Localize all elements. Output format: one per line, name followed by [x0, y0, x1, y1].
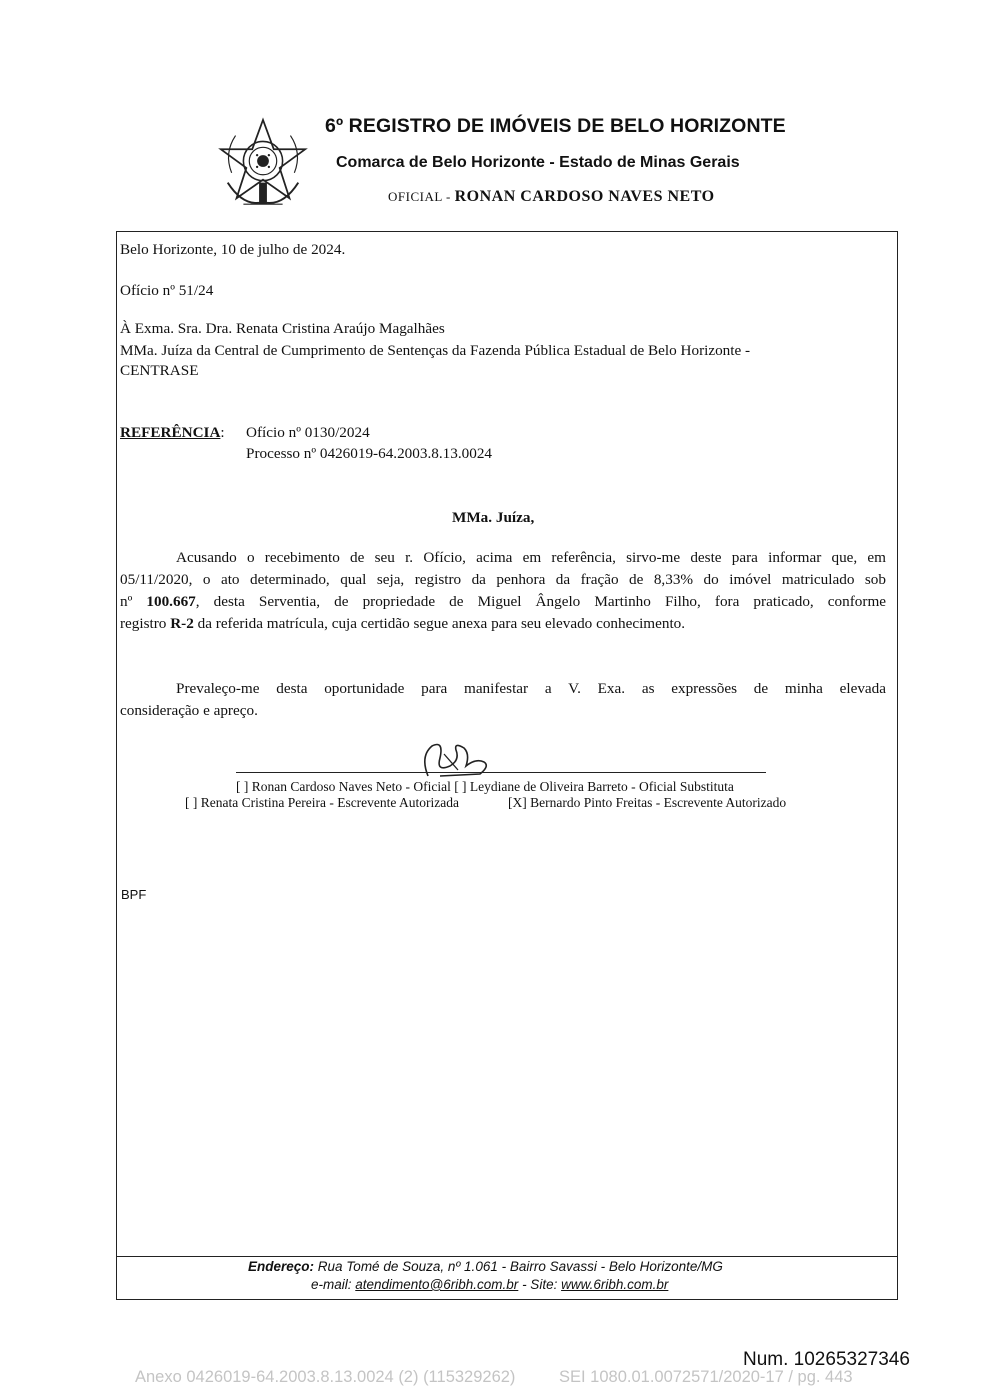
official-label: OFICIAL -	[388, 189, 455, 204]
body1-line1: Acusando o recebimento de seu r. Ofício, acima em referência, sirvo-me deste para informar que, em	[176, 549, 886, 566]
body1-line4-post: da referida matrícula, cuja certidão segue anexa para seu elevado conhecimento.	[193, 615, 686, 632]
reference-heading	[120, 424, 225, 442]
footer-divider	[116, 1256, 898, 1257]
body-paragraph-2	[120, 678, 886, 722]
body1-line3	[120, 591, 886, 613]
sei-watermark: SEI 1080.01.0072571/2020-17 / pg. 443	[559, 1368, 853, 1386]
anexo-watermark: Anexo 0426019-64.2003.8.13.0024 (2) (115329262)	[135, 1368, 516, 1386]
letter-frame	[116, 231, 898, 1300]
signatory-row-1: [ ] Ronan Cardoso Naves Neto - Oficial [ ] Leydiane de Oliveira Barreto - Oficial Substituta	[236, 779, 734, 794]
registry-subtitle: Comarca de Belo Horizonte - Estado de Minas Gerais	[336, 154, 740, 171]
recipient-name: À Exma. Sra. Dra. Renata Cristina Araújo Magalhães	[120, 320, 445, 337]
registry-title: 6º REGISTRO DE IMÓVEIS DE BELO HORIZONTE	[325, 115, 786, 137]
oficio-number: Ofício nº 51/24	[120, 282, 214, 299]
matricula-number: 100.667	[146, 593, 196, 610]
official-name: RONAN CARDOSO NAVES NETO	[454, 188, 715, 205]
handwritten-signature	[410, 736, 500, 784]
reference-processo: Processo nº 0426019-64.2003.8.13.0024	[246, 445, 493, 462]
email-label: e-mail:	[311, 1277, 356, 1292]
email-link[interactable]: atendimento@6ribh.com.br	[355, 1277, 519, 1292]
salutation: MMa. Juíza,	[452, 509, 535, 526]
body2-line2: consideração e apreço.	[120, 702, 258, 719]
address-label: Endereço:	[248, 1259, 315, 1274]
footer-contacts	[311, 1277, 668, 1292]
initials: BPF	[121, 887, 147, 902]
body1-line2: 05/11/2020, o ato determinado, qual seja, registro da penhora da fração de 8,33% do imóvel matriculado sob	[120, 571, 886, 588]
registry-official	[388, 188, 715, 206]
date-line: Belo Horizonte, 10 de julho de 2024.	[120, 241, 346, 258]
reference-label: REFERÊNCIA	[120, 424, 221, 441]
address-text: Rua Tomé de Souza, nº 1.061 - Bairro Savassi - Belo Horizonte/MG	[314, 1259, 723, 1274]
site-label: - Site:	[518, 1277, 562, 1292]
body1-line3-post: , desta Serventia, de propriedade de Miguel Ângelo Martinho Filho, fora praticado, conforme	[195, 593, 886, 610]
site-link[interactable]: www.6ribh.com.br	[561, 1277, 669, 1292]
registro-code: R-2	[170, 615, 194, 632]
body-paragraph-1	[120, 547, 886, 635]
signature-line	[236, 772, 766, 773]
footer-address	[248, 1259, 723, 1274]
signatory-row-2-a: [ ] Renata Cristina Pereira - Escrevente Autorizada	[185, 795, 460, 810]
reference-oficio: Ofício nº 0130/2024	[246, 424, 370, 441]
body2-line1: Prevaleço-me desta oportunidade para manifestar a V. Exa. as expressões de minha elevada	[176, 680, 886, 697]
document-number: Num. 10265327346	[743, 1349, 910, 1370]
recipient-role: MMa. Juíza da Central de Cumprimento de Sentenças da Fazenda Pública Estadual de Belo Horizonte -	[120, 342, 751, 359]
signatory-row-2-b: [X] Bernardo Pinto Freitas - Escrevente Autorizado	[508, 795, 787, 810]
body1-line3-pre: nº	[120, 593, 147, 610]
body1-line4	[120, 613, 886, 635]
body1-line4-pre: registro	[120, 615, 171, 632]
reference-colon: :	[220, 424, 225, 441]
recipient-org: CENTRASE	[120, 362, 199, 379]
brazil-coat-of-arms-icon	[214, 114, 312, 212]
